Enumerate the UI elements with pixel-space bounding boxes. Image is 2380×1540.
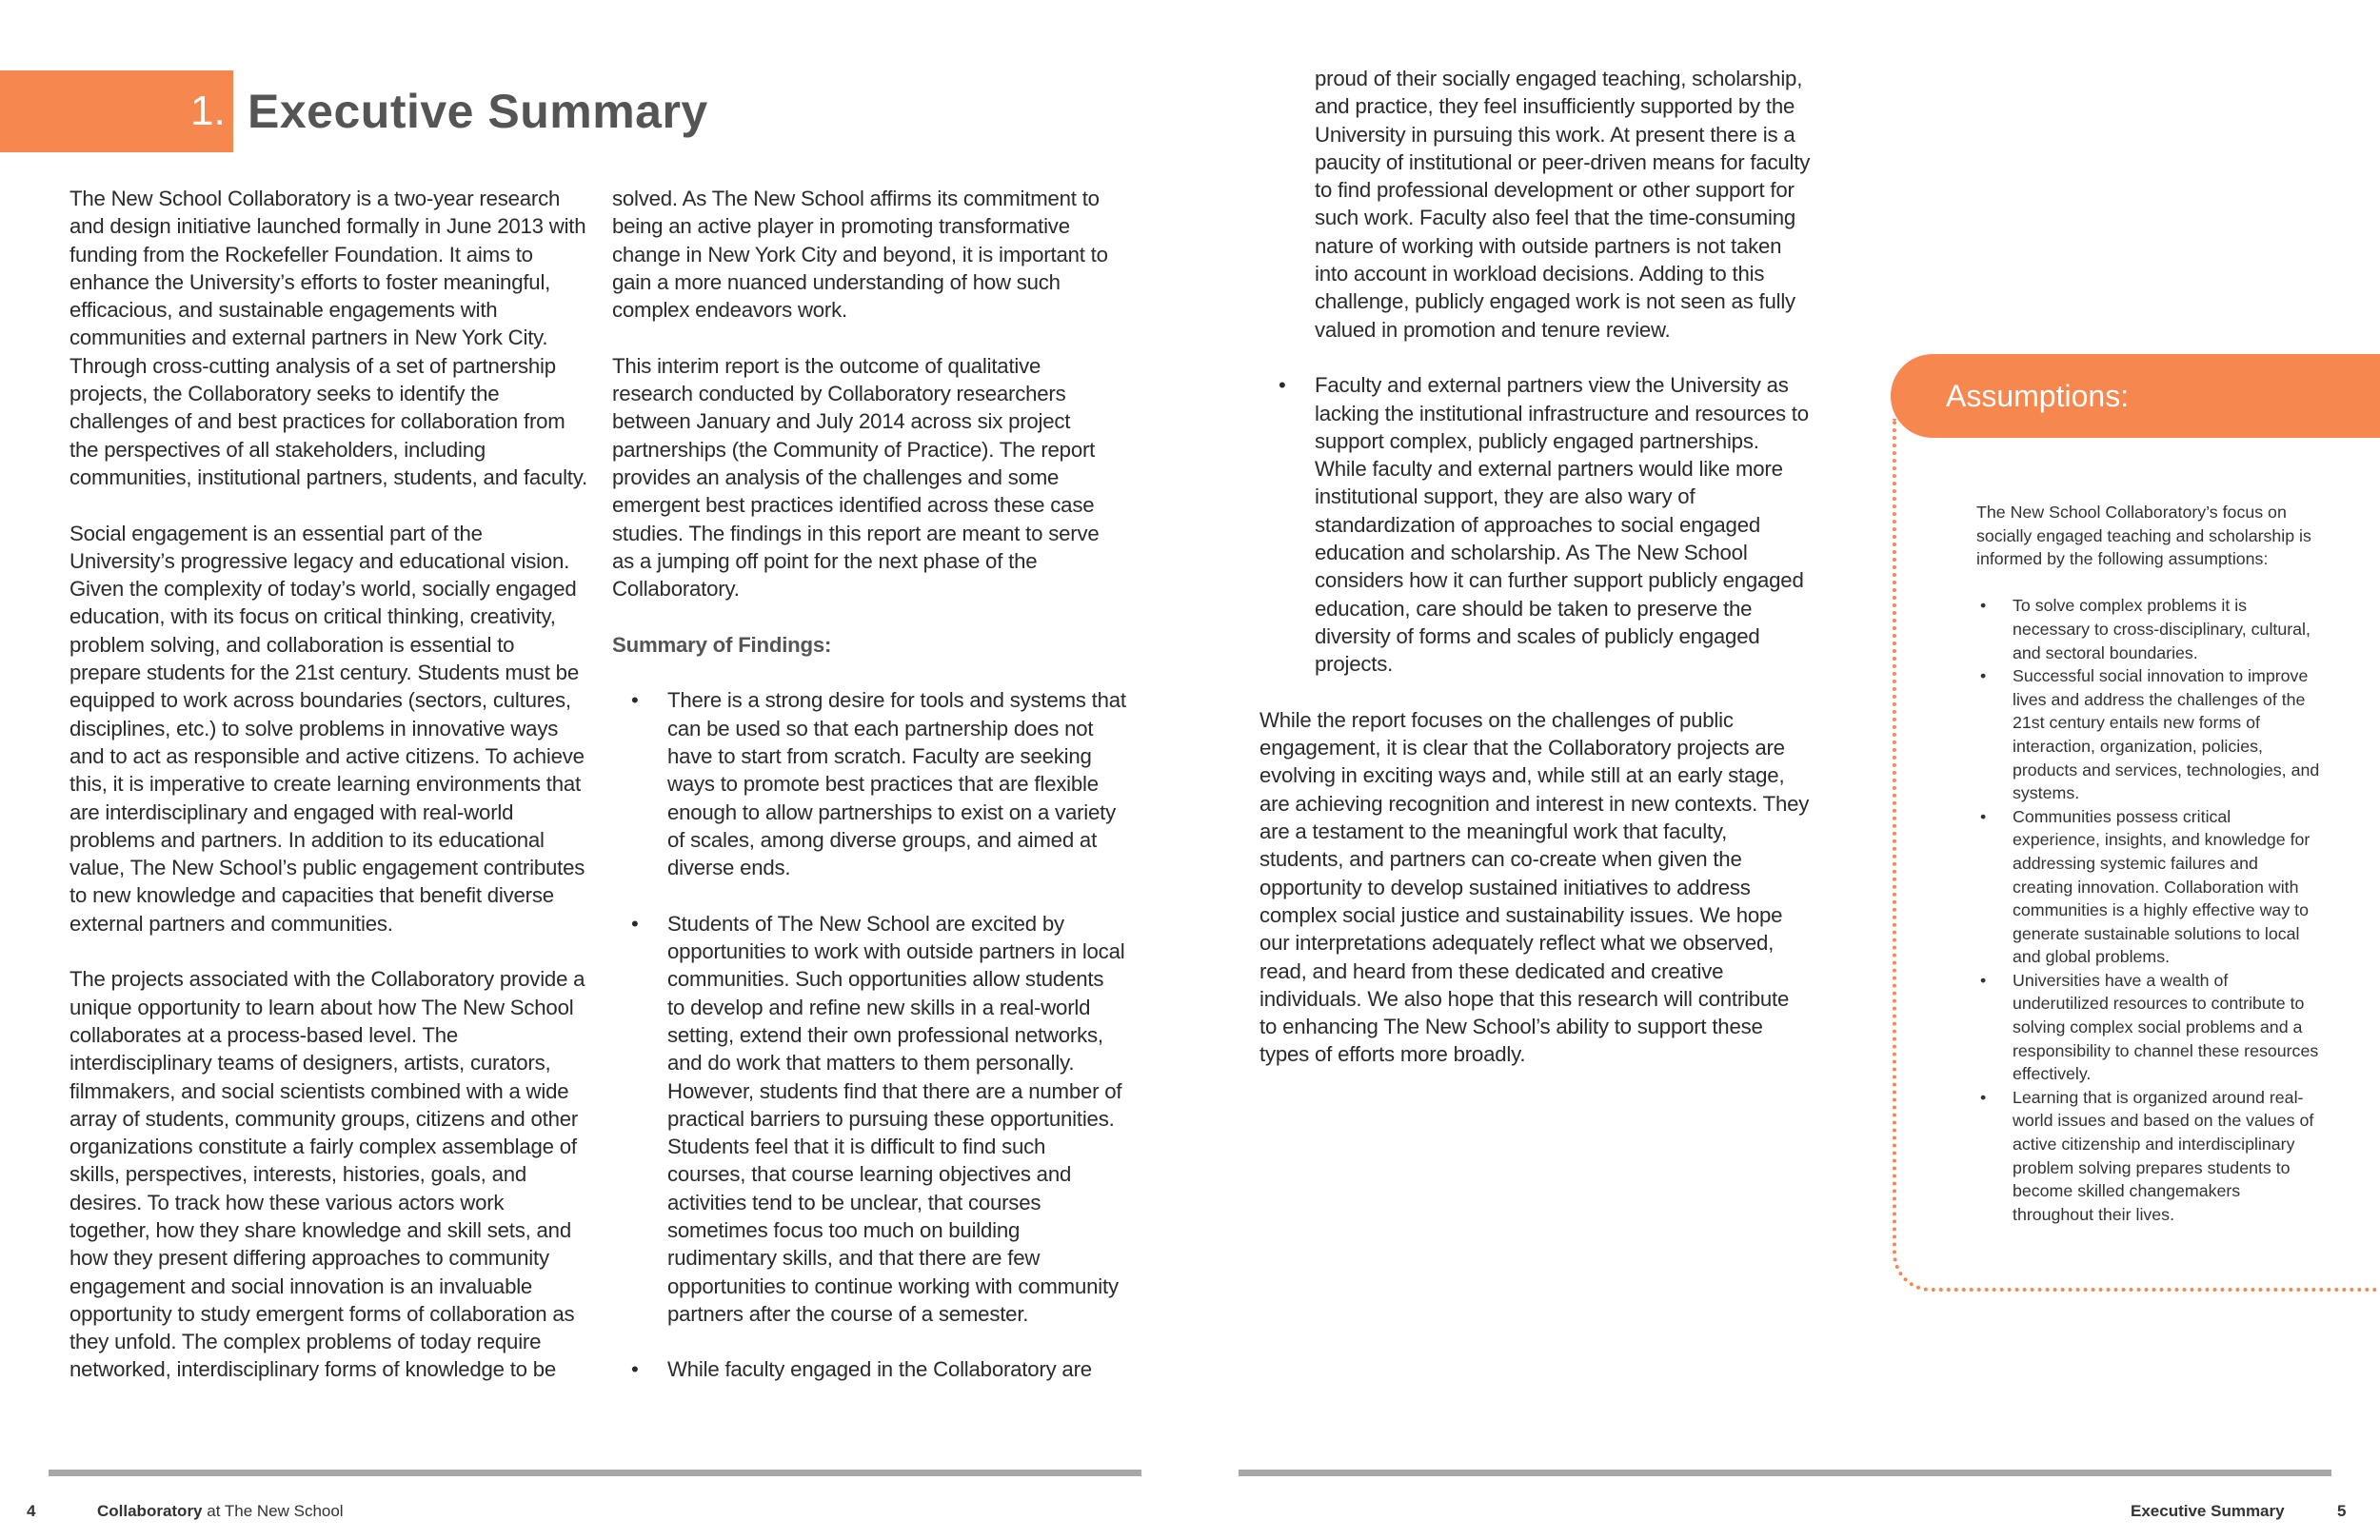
closing-paragraph: While the report focuses on the challenges of public engagement, it is clear that the Collaboratory projects are evolving in exciting ways and, while still at an early stage, are achieving recognition and interest in new contexts. They are a testament to the meaningful work that faculty, students, and partners can co-create when given the opportunity to develop sustained initiatives to address complex social justice and sustainability issues. We hope our interpretations adequately reflect what we observed, read, and heard from these dedicated and creative individuals. We also hope that this research will contribute to enhancing The New School’s ability to support these types of efforts more broadly. xyxy=(1259,707,1810,1067)
list-item xyxy=(612,1355,1126,1383)
page-title: Executive Summary xyxy=(248,85,708,138)
list-item-text: Students of The New School are excited by opportunities to work with outside partners in local communities. Such opportunities allow students to develop and refine new skills in a real-world setting, extend their own professional networks, and do work that matters to them personally. However, students find that there are a number of practical barriers to pursuing these opportunities. Students feel that it is difficult to find such courses, that course learning objectives and activities tend to be unclear, that courses sometimes focus too much on building rudimentary skills, and that there are few opportunities to continue working with community partners after the course of a semester. xyxy=(667,911,1125,1326)
bullet-icon: • xyxy=(1279,373,1286,398)
assumptions-intro: The New School Collaboratory’s focus on socially engaged teaching and scholarship is informed by the following assumptions: xyxy=(1976,503,2311,569)
paragraph: Social engagement is an essential part of the University’s progressive legacy and educational vision. Given the complexity of today’s world, socially engaged education, with its focus on critical thinking, creativity, problem solving, and collaboration is essential to prepare students for the 21st century. Students must be equipped to work across boundaries (sectors, cultures, disciplines, etc.) to solve problems in innovative ways and to act as responsible and active citizens. To achieve this, it is imperative to create learning environments that are interdisciplinary and engaged with real-world problems and partners. In addition to its educational value, The New School’s public engagement contributes to new knowledge and capacities that benefit diverse external partners and communities. xyxy=(69,521,585,936)
assumptions-content xyxy=(1976,501,2323,1226)
paragraph: This interim report is the outcome of qualitative research conducted by Collaboratory researchers between January and July 2014 across six project partnerships (the Community of Practice). The report provides an analysis of the challenges and some emergent best practices identified across these case studies. The findings in this report are meant to serve as a jumping off point for the next phase of the Collaboratory. xyxy=(612,353,1100,602)
bullet-icon: • xyxy=(1980,666,1987,686)
list-item-text: To solve complex problems it is necessary to cross-disciplinary, cultural, and sectoral boundaries. xyxy=(2013,596,2311,662)
bullet-icon: • xyxy=(631,688,639,713)
column-2 xyxy=(612,185,1126,1384)
footer-right-section: Executive Summary xyxy=(2131,1502,2285,1520)
list-item-text: Communities possess critical experience, insights, and knowledge for addressing systemic failures and creating innovation. Collaboration with communities is a highly effective way to generate sustainable solutions to local and global problems. xyxy=(2013,806,2311,967)
list-item xyxy=(1259,371,1812,678)
list-item-text: Successful social innovation to improve lives and address the challenges of the 21st century entails new forms of interaction, organization, policies, products and services, technologies, and systems. xyxy=(2013,666,2320,803)
list-item xyxy=(612,686,1126,881)
footer-brand-suffix: at The New School xyxy=(207,1502,344,1520)
assumptions-title: Assumptions: xyxy=(1946,379,2130,413)
list-item-text: Universities have a wealth of underutilized resources to contribute to solving complex social problems and a responsibility to channel these resources effectively. xyxy=(2013,970,2319,1084)
bullet-continuation: proud of their socially engaged teaching, scholarship, and practice, they feel insufficiently supported by the University in pursuing this work. At present there is a paucity of institutional or peer-driven means for faculty to find professional development or other support for such work. Faculty also feel that the time-consuming nature of working with outside partners is not taken into account in workload decisions. Adding to this challenge, publicly engaged work is not seen as fully valued in promotion and tenure review. xyxy=(1315,67,1811,342)
bullet-icon: • xyxy=(1980,1087,1987,1107)
footer-left-brand xyxy=(97,1502,344,1521)
list-item xyxy=(1976,664,2323,805)
list-item xyxy=(1976,969,2323,1086)
list-item xyxy=(612,910,1126,1328)
footer-brand-name: Collaboratory xyxy=(97,1502,203,1520)
paragraph: The New School Collaboratory is a two-year research and design initiative launched formally in June 2013 with funding from the Rockefeller Foundation. It aims to enhance the University’s efforts to foster meaningful, efficacious, and sustainable engagements with communities and external partners in New York City. Through cross-cutting analysis of a set of partnership projects, the Collaboratory seeks to identify the challenges of and best practices for collaboration from the perspectives of all stakeholders, including communities, institutional partners, students, and faculty. xyxy=(69,187,587,489)
footer-rule-left xyxy=(49,1470,1141,1476)
bullet-icon: • xyxy=(631,911,639,936)
list-item xyxy=(1976,1086,2323,1227)
bullet-icon: • xyxy=(1980,596,1987,616)
findings-heading: Summary of Findings: xyxy=(612,632,832,657)
list-item xyxy=(1976,805,2323,969)
findings-list xyxy=(612,686,1126,1383)
paragraph: The projects associated with the Collaboratory provide a unique opportunity to learn about how The New School collaborates at a process-based level. The interdisciplinary teams of designers, artists, curators, filmmakers, and social scientists combined with a wide array of students, community groups, citizens and other organizations constitute a fairly complex assemblage of skills, perspectives, interests, histories, goals, and desires. To track how these various actors work together, how they share knowledge and skill sets, and how they present differing approaches to community engagement and social innovation is an invaluable opportunity to study emergent forms of collaboration as they unfold. The complex problems of today require networked, interdisciplinary forms of knowledge to be xyxy=(69,967,585,1382)
list-item-text: Faculty and external partners view the University as lacking the institutional infrastructure and resources to support complex, publicly engaged partnerships. While faculty and external partners would like more institutional support, they are also wary of standardization of approaches to social engaged education and scholarship. As The New School considers how it can further support publicly engaged education, care should be taken to preserve the diversity of forms and scales of publicly engaged projects. xyxy=(1315,373,1809,677)
list-item-text: Learning that is organized around real-world issues and based on the values of active citizenship and interdisciplinary problem solving prepares students to become skilled changemakers throughout their lives. xyxy=(2013,1087,2314,1224)
findings-list-continued xyxy=(1259,371,1812,678)
bullet-icon: • xyxy=(1980,806,1987,826)
column-1 xyxy=(69,185,588,1384)
assumptions-list xyxy=(1976,594,2323,1226)
paragraph: solved. As The New School affirms its commitment to being an active player in promoting transformative change in New York City and beyond, it is important to gain a more nuanced understanding of how such complex endeavors work. xyxy=(612,187,1108,323)
list-item-text: There is a strong desire for tools and systems that can be used so that each partnership does not have to start from scratch. Faculty are seeking ways to promote best practices that are flexible enough to allow partnerships to exist on a variety of scales, among diverse groups, and aimed at diverse ends. xyxy=(667,688,1126,880)
footer-right-page-number: 5 xyxy=(2337,1502,2347,1520)
bullet-icon: • xyxy=(631,1357,639,1382)
list-item-text: While faculty engaged in the Collaboratory are xyxy=(667,1357,1092,1382)
list-item xyxy=(1976,594,2323,664)
section-number: 1. xyxy=(190,88,226,134)
footer-left-page-number: 4 xyxy=(27,1502,36,1520)
column-3 xyxy=(1259,65,1812,1069)
footer-rule-right xyxy=(1239,1470,2331,1476)
bullet-icon: • xyxy=(1980,970,1987,990)
